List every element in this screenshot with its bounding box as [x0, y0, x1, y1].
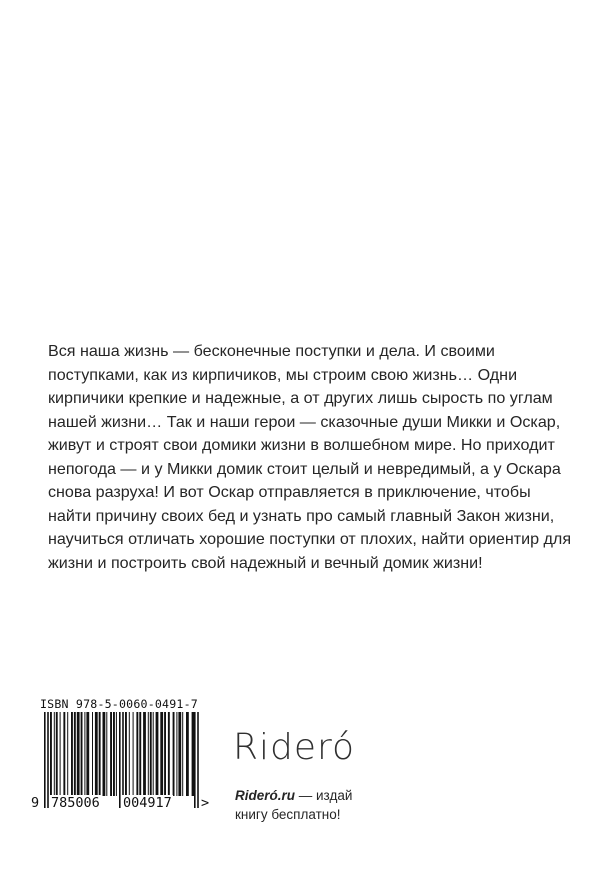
- blurb-line: нашей жизни… Так и наши герои — сказочные души Микки и Оскар,: [48, 412, 561, 431]
- barcode-bar: [139, 712, 141, 796]
- blurb-line: научиться отличать хорошие поступки от плохих, найти ориентир для: [48, 530, 572, 548]
- barcode-bar: [74, 712, 76, 796]
- barcode-bar: [103, 712, 106, 796]
- publisher-site: Rideró.ru: [235, 788, 296, 803]
- blurb-line: кирпичики крепкие и надежные, а от других лишь сырость по углам: [48, 389, 553, 407]
- barcode-digits: [30, 795, 215, 815]
- blurb-line: живут и строят свои домики жизни в волшебном мире. Но приходит: [48, 436, 555, 454]
- blurb-line: снова разруха! И вот Оскар отправляется в приключение, чтобы: [48, 483, 531, 501]
- barcode-bar: [113, 712, 115, 796]
- barcode-bar: [186, 712, 189, 796]
- barcode-bar: [54, 712, 55, 796]
- barcode-bar: [182, 712, 183, 796]
- barcode-bar: [50, 712, 52, 796]
- barcode-bar: [125, 712, 127, 796]
- barcode-bar: [119, 712, 121, 808]
- barcode-right-group: 004917: [123, 795, 172, 811]
- barcode-bar: [160, 712, 163, 796]
- barcode-bar: [129, 712, 130, 796]
- barcode-bar: [136, 712, 138, 796]
- barcode-bar: [60, 712, 61, 796]
- barcode-bar: [44, 712, 46, 808]
- back-cover-blurb: [48, 340, 588, 575]
- barcode-left-group: 785006: [51, 795, 100, 811]
- publisher-tagline: [235, 786, 352, 824]
- barcode-bar: [77, 712, 80, 796]
- barcode-bar: [63, 712, 65, 796]
- barcode-bar: [176, 712, 177, 796]
- barcode-bar: [47, 712, 49, 808]
- barcode-bar: [71, 712, 73, 796]
- barcode-bar: [122, 712, 124, 808]
- barcode-bar: [150, 712, 152, 796]
- isbn-label: ISBN 978-5-0060-0491-7: [40, 697, 198, 711]
- barcode-bar: [178, 712, 181, 796]
- barcode-bar: [156, 712, 159, 796]
- barcode-first-digit: 9: [31, 795, 40, 811]
- blurb-line: жизни и построить свой надежный и вечный домик жизни!: [48, 553, 483, 572]
- barcode-bar: [110, 712, 112, 796]
- barcode-bar: [67, 712, 68, 796]
- barcode-bar: [192, 712, 195, 796]
- barcode-bar: [143, 712, 146, 796]
- publisher-tagline-rest: — издай: [295, 788, 353, 803]
- barcode-bar: [92, 712, 93, 796]
- publisher-tagline-line2: книгу бесплатно!: [235, 807, 341, 822]
- barcode-bar: [56, 712, 58, 796]
- barcode-bar: [86, 712, 89, 796]
- barcode-bar: [153, 712, 154, 796]
- barcode-bar: [133, 712, 134, 796]
- blurb-line: непогода — и у Микки домик стоит целый и невредимый, а у Оскара: [48, 459, 561, 478]
- barcode-bar: [81, 712, 83, 796]
- barcode-bar: [173, 712, 175, 796]
- publisher-logo: Rideró: [233, 727, 356, 768]
- barcode-bar: [99, 712, 101, 796]
- barcode-end-marker: >: [201, 795, 210, 811]
- blurb-line: найти причину своих бед и узнать про самый главный Закон жизни,: [48, 506, 555, 525]
- blurb-line: поступками, как из кирпичиков, мы строим свою жизнь… Одни: [48, 365, 518, 384]
- barcode-bar: [148, 712, 149, 796]
- barcode-bar: [168, 712, 170, 796]
- barcode-bar: [164, 712, 166, 796]
- barcode-bar: [197, 712, 199, 808]
- barcode-bar: [116, 712, 117, 796]
- barcode-bar: [106, 712, 107, 796]
- barcode-bar: [84, 712, 85, 796]
- barcode-bar: [95, 712, 98, 796]
- blurb-line: Вся наша жизнь — бесконечные поступки и дела. И своими: [48, 342, 495, 360]
